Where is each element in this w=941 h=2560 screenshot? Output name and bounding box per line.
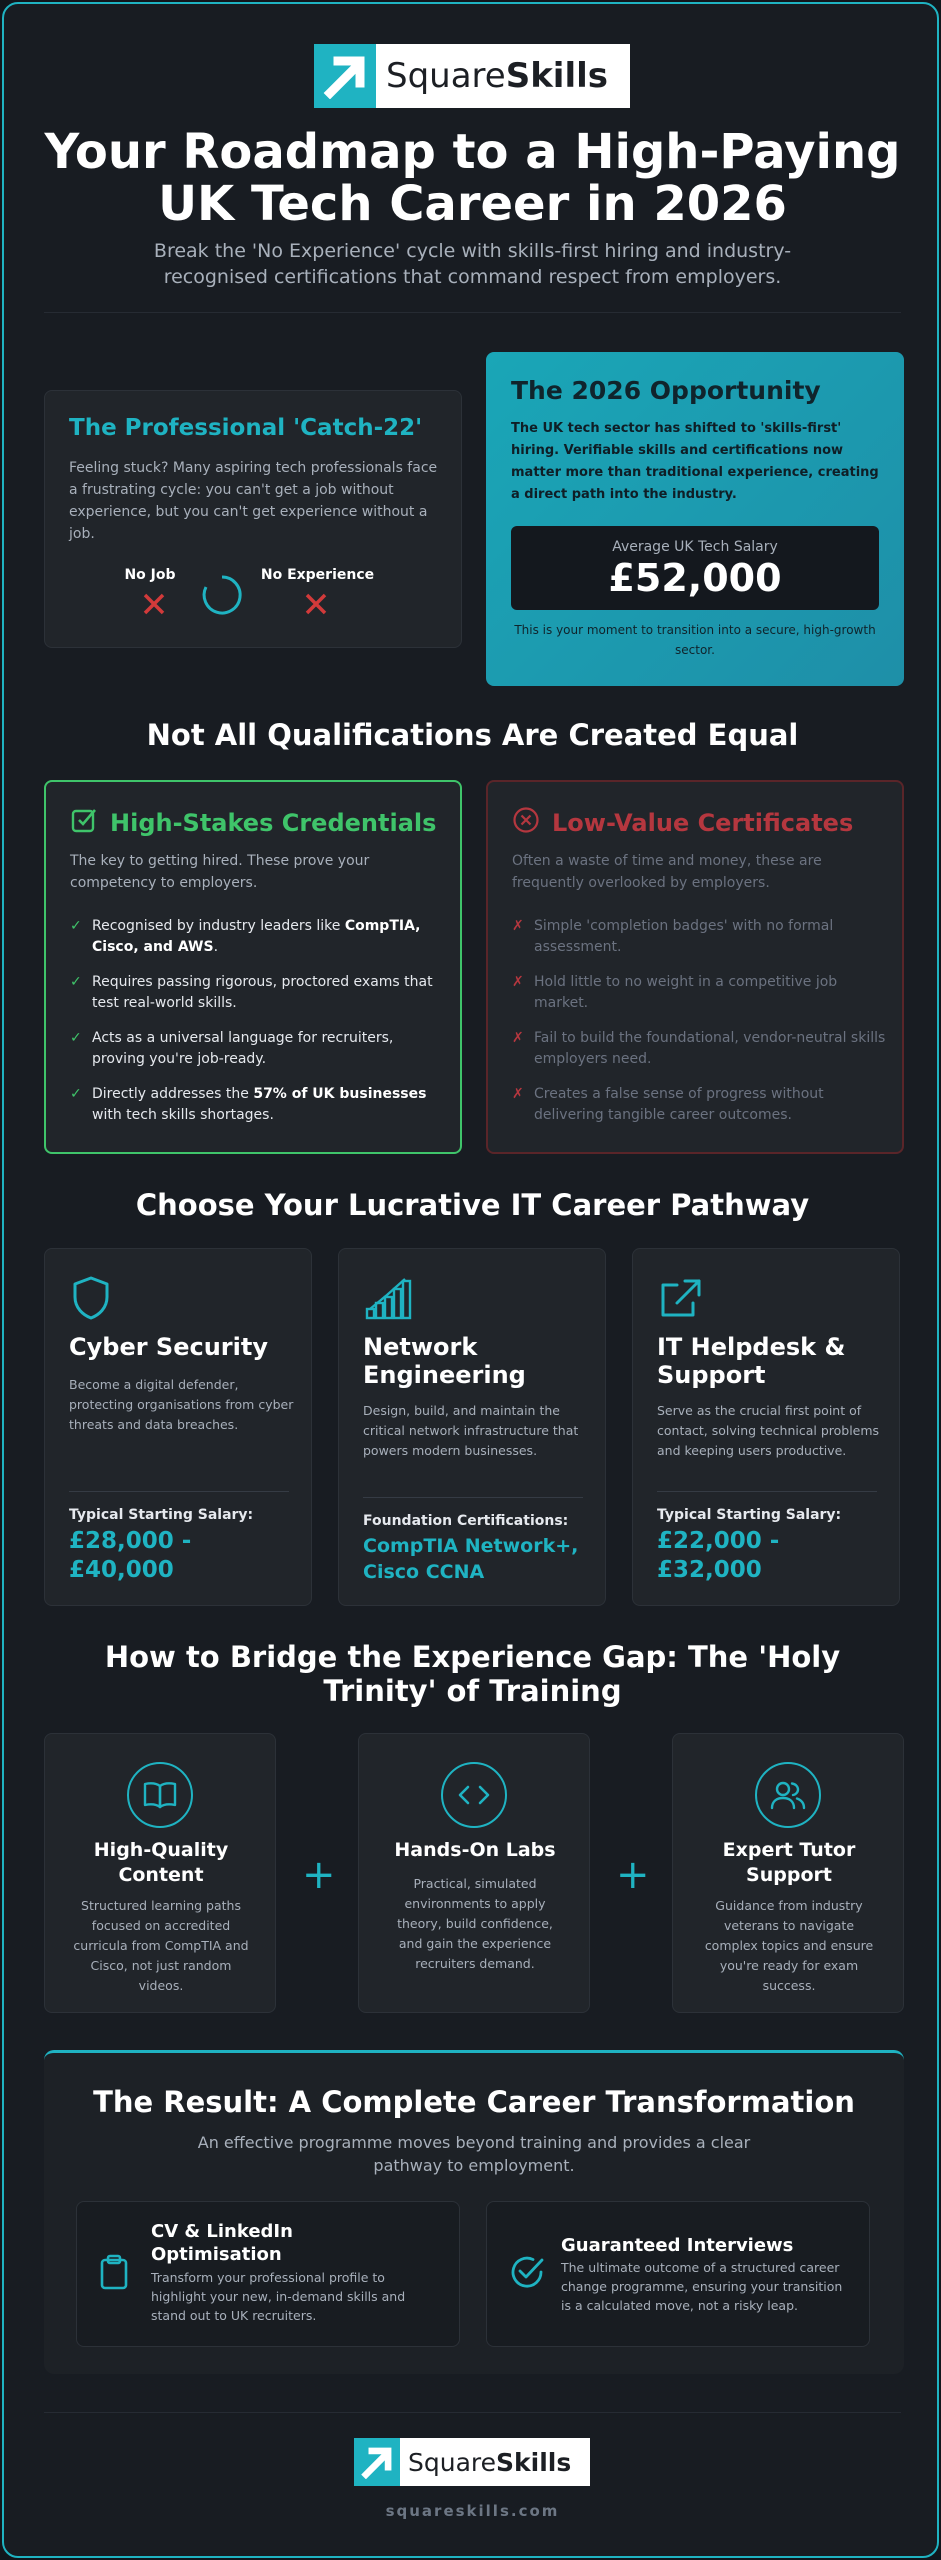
arrow-logo-icon (314, 44, 376, 108)
high-stakes-item (70, 916, 450, 958)
item-text: . (213, 939, 219, 955)
shield-icon (71, 1275, 111, 1325)
result-title: The Result: A Complete Career Transformation (93, 2085, 855, 2119)
pathways-heading: Choose Your Lucrative IT Career Pathway (135, 1188, 810, 1222)
opportunity-card (486, 352, 904, 686)
high-stakes-item (70, 1084, 450, 1126)
trinity-desc: Practical, simulated environments to apply theory, build confidence, and gain the experience recruiters demand. (397, 1876, 553, 1971)
trinity-desc: Structured learning paths focused on accredited curricula from CompTIA and Cisco, not just random videos. (73, 1898, 249, 1993)
pathway-value: CompTIA Network+, Cisco CCNA (363, 1535, 579, 1583)
hero-subtitle: Break the 'No Experience' cycle with skills-first hiring and industry-recognised certifications that command respect from employers. (153, 240, 792, 288)
pathway-title: Cyber Security (69, 1333, 268, 1361)
item-text: Fail to build the foundational, vendor-neutral skills employers need. (534, 1030, 886, 1067)
low-value-list (512, 916, 892, 1140)
brand-name-bold: Skills (496, 2447, 572, 2477)
plus-icon: + (302, 1852, 336, 1898)
low-value-item (512, 916, 892, 958)
salary-box (511, 526, 879, 610)
trinity-desc: Guidance from industry veterans to navigate complex topics and ensure you're ready for exam success. (704, 1898, 874, 1993)
item-emphasis: 57% of UK businesses (253, 1086, 427, 1102)
catch22-title: The Professional 'Catch-22' (69, 415, 423, 441)
item-emphasis: CompTIA, Cisco, and AWS (92, 918, 421, 955)
divider (69, 1491, 289, 1492)
footer-brand-logo (354, 2438, 590, 2486)
check-icon: ✓ (70, 974, 82, 990)
hero-title: Your Roadmap to a High-Paying UK Tech Career in 2026 (44, 124, 901, 232)
check-icon: ✓ (70, 1030, 82, 1046)
cross-icon: ✗ (512, 1030, 524, 1046)
high-stakes-title: High-Stakes Credentials (110, 809, 437, 837)
result-card-title: CV & LinkedIn Optimisation (151, 2221, 293, 2265)
result-card-desc: Transform your professional profile to highlight your new, in-demand skills and stand out to UK recruiters. (151, 2270, 406, 2323)
item-text: Creates a false sense of progress without delivering tangible career outcomes. (534, 1086, 824, 1123)
item-text: with tech skills shortages. (92, 1107, 274, 1123)
x-icon (141, 591, 167, 621)
cross-icon: ✗ (512, 1086, 524, 1102)
pathway-desc: Serve as the crucial first point of contact, solving technical problems and keeping users productive. (657, 1403, 880, 1458)
catch22-text: Feeling stuck? Many aspiring tech professionals face a frustrating cycle: you can't get a job without experience, but you can't get experience without a job. (69, 460, 438, 542)
check-icon: ✓ (70, 1086, 82, 1102)
high-stakes-desc: The key to getting hired. These prove your competency to employers. (70, 853, 370, 891)
x-circle-icon (512, 806, 540, 840)
result-section (44, 2050, 904, 2374)
opportunity-footnote: This is your moment to transition into a secure, high-growth sector. (514, 623, 876, 657)
high-stakes-list (70, 916, 450, 1140)
pathway-label: Typical Starting Salary: (657, 1507, 842, 1523)
divider (44, 312, 901, 313)
pathway-card-network (338, 1248, 606, 1606)
trinity-card-labs (358, 1733, 590, 2013)
salary-value: £52,000 (608, 556, 782, 600)
low-value-item (512, 1084, 892, 1126)
salary-label: Average UK Tech Salary (612, 539, 778, 555)
pathway-title: IT Helpdesk & Support (657, 1333, 846, 1389)
high-stakes-item (70, 1028, 450, 1070)
check-circle-icon (509, 2254, 545, 2294)
low-value-item (512, 1028, 892, 1070)
infographic (2, 2, 939, 2558)
network-icon (365, 1277, 415, 1325)
pathway-title: Network Engineering (363, 1333, 526, 1389)
low-value-item (512, 972, 892, 1014)
item-text: Acts as a universal language for recruiters, proving you're job-ready. (92, 1030, 394, 1067)
low-value-desc: Often a waste of time and money, these are frequently overlooked by employers. (512, 853, 822, 891)
high-stakes-card (44, 780, 462, 1154)
result-card-desc: The ultimate outcome of a structured career change programme, ensuring your transition is a calculated move, not a risky leap. (561, 2260, 843, 2313)
item-text: Recognised by industry leaders like (92, 918, 345, 934)
no-job-label: No Job (124, 567, 176, 583)
plus-icon: + (616, 1852, 650, 1898)
item-text: Simple 'completion badges' with no formal assessment. (534, 918, 834, 955)
pathway-label: Typical Starting Salary: (69, 1507, 254, 1523)
trinity-card-tutor (672, 1733, 904, 2013)
footer-url-link[interactable]: squareskills.com (385, 2502, 560, 2520)
external-link-icon (659, 1277, 703, 1325)
opportunity-title: The 2026 Opportunity (511, 376, 821, 405)
trinity-card-content (44, 1733, 276, 2013)
pathway-value: £22,000 - £32,000 (657, 1528, 780, 1583)
divider (363, 1497, 583, 1498)
brand-name-light: Square (386, 56, 506, 96)
check-icon: ✓ (70, 918, 82, 934)
pathway-card-helpdesk (632, 1248, 900, 1606)
clipboard-icon (99, 2254, 129, 2294)
code-icon (441, 1762, 507, 1828)
trinity-title: Hands-On Labs (394, 1839, 556, 1861)
qualifications-heading: Not All Qualifications Are Created Equal (146, 718, 799, 752)
brand-name-light: Square (408, 2447, 497, 2477)
brand-name-bold: Skills (505, 56, 609, 96)
book-icon (127, 1762, 193, 1828)
pathway-card-cyber (44, 1248, 312, 1606)
low-value-title: Low-Value Certificates (552, 809, 854, 837)
brand-logo (314, 44, 630, 108)
catch22-card (44, 390, 462, 648)
result-card-title: Guaranteed Interviews (561, 2235, 794, 2256)
users-icon (755, 1762, 821, 1828)
pathway-value: £28,000 - £40,000 (69, 1528, 192, 1583)
cross-icon: ✗ (512, 974, 524, 990)
trinity-heading: How to Bridge the Experience Gap: The 'Holy Trinity' of Training (104, 1640, 841, 1708)
x-icon (303, 591, 329, 621)
high-stakes-item (70, 972, 450, 1014)
item-text: Hold little to no weight in a competitive job market. (534, 974, 838, 1011)
pathway-label: Foundation Certifications: (363, 1513, 569, 1529)
result-subtitle: An effective programme moves beyond training and provides a clear pathway to employment. (197, 2133, 751, 2175)
item-text: Requires passing rigorous, proctored exams that test real-world skills. (92, 974, 433, 1011)
trinity-title: Expert Tutor Support (722, 1839, 856, 1886)
opportunity-text: The UK tech sector has shifted to 'skills-first' hiring. Verifiable skills and certifications now matter more than traditional experience, creating a direct path into the industry. (511, 421, 879, 502)
divider (657, 1491, 877, 1492)
trinity-title: High-Quality Content (93, 1839, 229, 1886)
no-experience-label: No Experience (260, 567, 375, 583)
result-card-interviews (486, 2201, 870, 2347)
result-card-cv (76, 2201, 460, 2347)
divider (44, 2412, 901, 2413)
item-text: Directly addresses the (92, 1086, 254, 1102)
arrow-logo-icon (354, 2438, 400, 2486)
low-value-card (486, 780, 904, 1154)
pathway-desc: Become a digital defender, protecting organisations from cyber threats and data breaches. (69, 1377, 294, 1432)
pathway-desc: Design, build, and maintain the critical network infrastructure that powers modern businesses. (363, 1403, 579, 1458)
cycle-icon (200, 573, 244, 621)
check-square-icon (70, 806, 98, 840)
cross-icon: ✗ (512, 918, 524, 934)
